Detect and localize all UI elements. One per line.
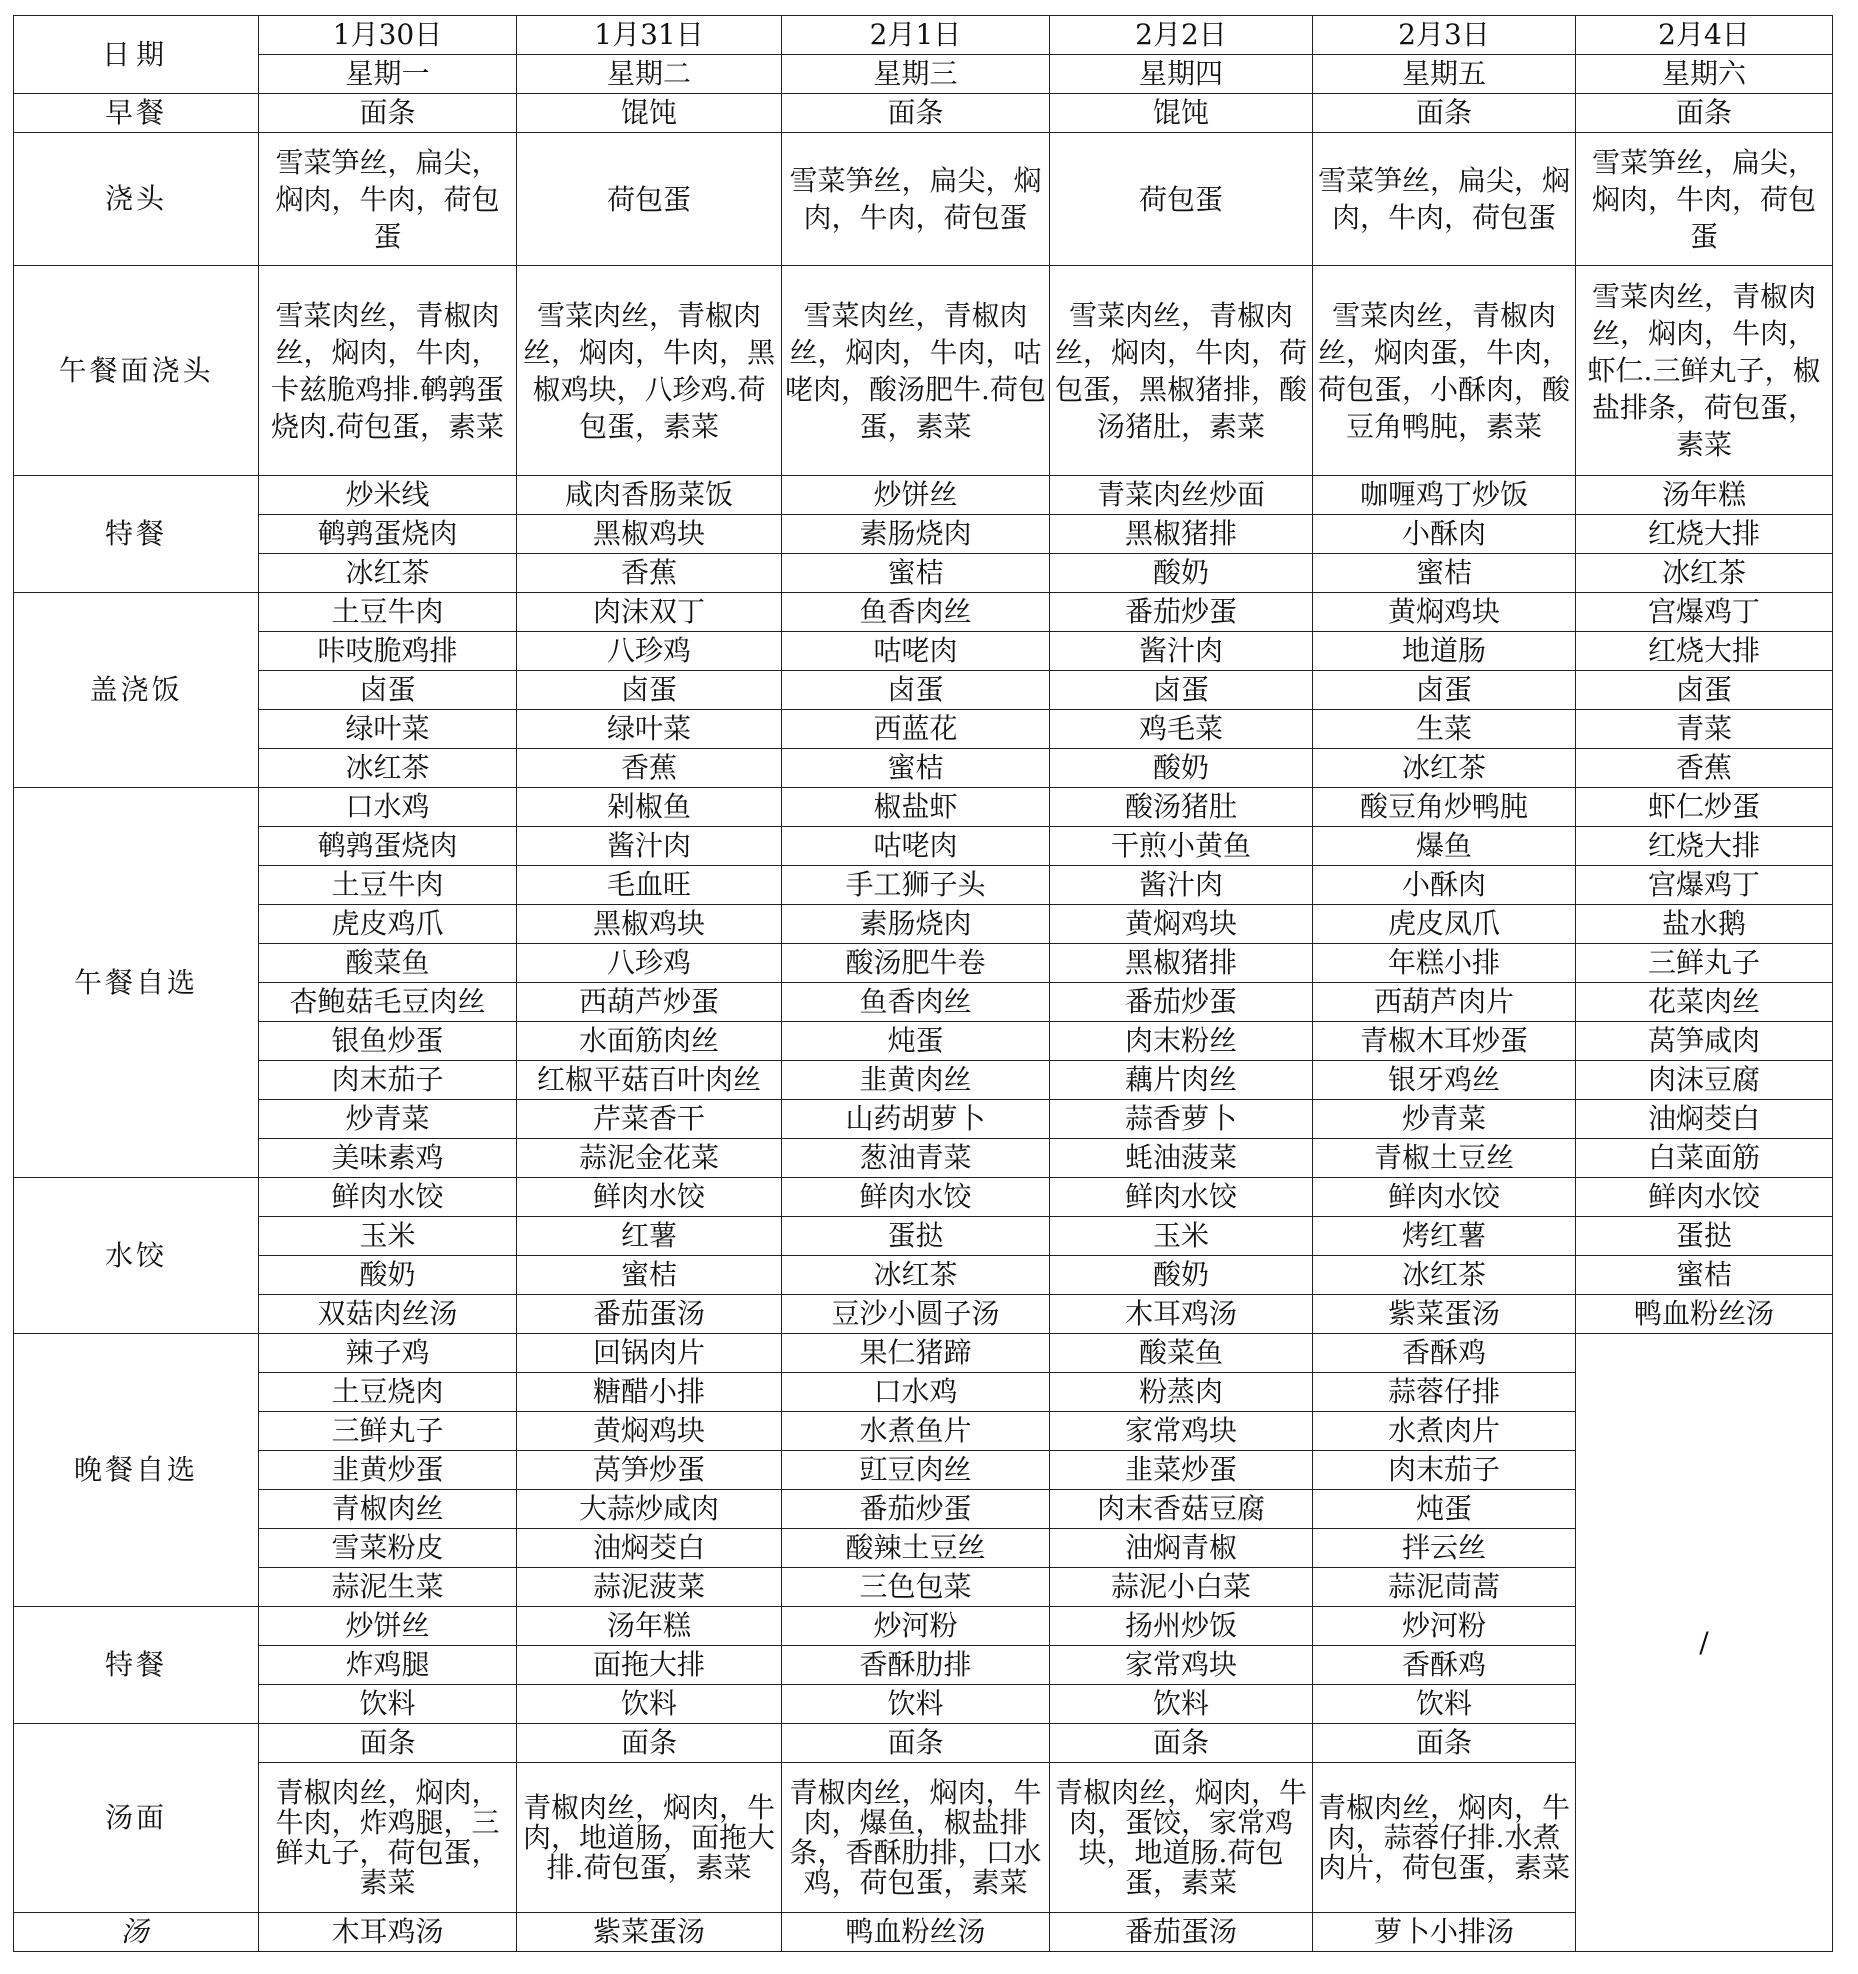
lunch-choice-cell: 黑椒猪排 — [1050, 944, 1313, 983]
rice-cell: 鱼香肉丝 — [782, 593, 1050, 632]
lunch-choice-cell: 年糕小排 — [1313, 944, 1576, 983]
rice-cell: 八珍鸡 — [517, 632, 782, 671]
date-header: 2月3日 — [1313, 16, 1576, 55]
table-row — [14, 944, 1833, 983]
table-row — [14, 1256, 1833, 1295]
noodle-soup-topping-cell: 青椒肉丝，焖肉，牛肉，爆鱼，椒盐排条，香酥肋排，口水鸡，荷包蛋，素菜 — [782, 1763, 1050, 1913]
dumplings-cell: 红薯 — [517, 1217, 782, 1256]
special-cell: 炒米线 — [259, 476, 517, 515]
rice-cell: 绿叶菜 — [517, 710, 782, 749]
dinner-choice-cell: 蒜泥茼蒿 — [1313, 1568, 1576, 1607]
dinner-choice-cell: 蒜蓉仔排 — [1313, 1373, 1576, 1412]
dinner-choice-cell: 口水鸡 — [782, 1373, 1050, 1412]
dumplings-cell: 双菇肉丝汤 — [259, 1295, 517, 1334]
lunch-choice-cell: 蒜泥金花菜 — [517, 1139, 782, 1178]
lunch-choice-cell: 土豆牛肉 — [259, 866, 517, 905]
lunch-noodle-cell: 雪菜肉丝，青椒肉丝，焖肉，牛肉，咕咾肉，酸汤肥牛.荷包蛋，素菜 — [782, 266, 1050, 476]
dumplings-cell: 鲜肉水饺 — [259, 1178, 517, 1217]
lunch-choice-cell: 宫爆鸡丁 — [1576, 866, 1833, 905]
dinner-choice-cell: 辣子鸡 — [259, 1334, 517, 1373]
dinner-special-cell: 饮料 — [1313, 1685, 1576, 1724]
dumplings-label: 水饺 — [14, 1178, 259, 1334]
lunch-choice-cell: 黑椒鸡块 — [517, 905, 782, 944]
special-cell: 青菜肉丝炒面 — [1050, 476, 1313, 515]
lunch-choice-cell: 素肠烧肉 — [782, 905, 1050, 944]
dinner-special-cell: 香酥鸡 — [1313, 1646, 1576, 1685]
table-row — [14, 671, 1833, 710]
table-row — [14, 1646, 1833, 1685]
lunch-choice-cell: 西葫芦炒蛋 — [517, 983, 782, 1022]
dinner-choice-cell: 回锅肉片 — [517, 1334, 782, 1373]
table-row — [14, 1334, 1833, 1373]
breakfast-cell: 馄饨 — [517, 94, 782, 133]
table-row — [14, 1061, 1833, 1100]
dinner-choice-cell: 蒜泥小白菜 — [1050, 1568, 1313, 1607]
rice-cell: 咔吱脆鸡排 — [259, 632, 517, 671]
table-row — [14, 1490, 1833, 1529]
rice-cell: 鸡毛菜 — [1050, 710, 1313, 749]
dumplings-cell: 鲜肉水饺 — [1050, 1178, 1313, 1217]
soup-cell: 鸭血粉丝汤 — [782, 1913, 1050, 1952]
table-row — [14, 1607, 1833, 1646]
table-row — [14, 1763, 1833, 1913]
noodle-soup-topping-cell: 青椒肉丝，焖肉，牛肉，蒜蓉仔排.水煮肉片，荷包蛋，素菜 — [1313, 1763, 1576, 1913]
dumplings-cell: 鲜肉水饺 — [1313, 1178, 1576, 1217]
table-row — [14, 1295, 1833, 1334]
noodle-soup-base-cell: 面条 — [259, 1724, 517, 1763]
weekly-menu-table — [13, 15, 1833, 1952]
noodle-soup-label: 汤面 — [14, 1724, 259, 1913]
rice-cell: 肉沫双丁 — [517, 593, 782, 632]
rice-cell: 绿叶菜 — [259, 710, 517, 749]
special-cell: 咸肉香肠菜饭 — [517, 476, 782, 515]
table-row — [14, 788, 1833, 827]
lunch-choice-cell: 青椒土豆丝 — [1313, 1139, 1576, 1178]
lunch-choice-cell: 剁椒鱼 — [517, 788, 782, 827]
rice-cell: 黄焖鸡块 — [1313, 593, 1576, 632]
lunch-choice-cell: 莴笋咸肉 — [1576, 1022, 1833, 1061]
date-header: 2月4日 — [1576, 16, 1833, 55]
rice-cell: 卤蛋 — [517, 671, 782, 710]
lunch-choice-cell: 酸菜鱼 — [259, 944, 517, 983]
table-row — [14, 1139, 1833, 1178]
date-header: 2月1日 — [782, 16, 1050, 55]
noodle-soup-topping-cell: 青椒肉丝，焖肉，牛肉，蛋饺，家常鸡块，地道肠.荷包蛋，素菜 — [1050, 1763, 1313, 1913]
breakfast-cell: 面条 — [1576, 94, 1833, 133]
dinner-choice-cell: 炖蛋 — [1313, 1490, 1576, 1529]
dumplings-cell: 蜜桔 — [1576, 1256, 1833, 1295]
dumplings-cell: 蜜桔 — [517, 1256, 782, 1295]
lunch-choice-cell: 手工狮子头 — [782, 866, 1050, 905]
dinner-choice-cell: 韭黄炒蛋 — [259, 1451, 517, 1490]
table-row — [14, 905, 1833, 944]
table-row — [14, 133, 1833, 266]
table-row — [14, 515, 1833, 554]
weekday-header: 星期一 — [259, 55, 517, 94]
table-row — [14, 1373, 1833, 1412]
breakfast-label: 早餐 — [14, 94, 259, 133]
lunch-choice-cell: 银鱼炒蛋 — [259, 1022, 517, 1061]
dinner-special-cell: 扬州炒饭 — [1050, 1607, 1313, 1646]
lunch-choice-cell: 酱汁肉 — [1050, 866, 1313, 905]
breakfast-cell: 面条 — [259, 94, 517, 133]
table-row — [14, 710, 1833, 749]
special-cell: 黑椒猪排 — [1050, 515, 1313, 554]
dinner-choice-cell: 粉蒸肉 — [1050, 1373, 1313, 1412]
lunch-choice-cell: 炒青菜 — [1313, 1100, 1576, 1139]
table-row — [14, 1529, 1833, 1568]
rice-cell: 卤蛋 — [782, 671, 1050, 710]
lunch-choice-cell: 干煎小黄鱼 — [1050, 827, 1313, 866]
lunch-choice-cell: 酸汤猪肚 — [1050, 788, 1313, 827]
dumplings-cell: 蛋挞 — [782, 1217, 1050, 1256]
dinner-choice-cell: 水煮肉片 — [1313, 1412, 1576, 1451]
dinner-choice-cell: 肉末茄子 — [1313, 1451, 1576, 1490]
breakfast-cell: 面条 — [782, 94, 1050, 133]
dinner-special-cell: 炸鸡腿 — [259, 1646, 517, 1685]
lunch-choice-cell: 爆鱼 — [1313, 827, 1576, 866]
table-row — [14, 554, 1833, 593]
dinner-choice-cell: 三色包菜 — [782, 1568, 1050, 1607]
dinner-choice-cell: 果仁猪蹄 — [782, 1334, 1050, 1373]
table-row — [14, 593, 1833, 632]
dinner-choice-cell: 肉末香菇豆腐 — [1050, 1490, 1313, 1529]
table-row — [14, 1568, 1833, 1607]
dinner-special-cell: 香酥肋排 — [782, 1646, 1050, 1685]
dumplings-cell: 豆沙小圆子汤 — [782, 1295, 1050, 1334]
lunch-choice-cell: 油焖茭白 — [1576, 1100, 1833, 1139]
date-header: 2月2日 — [1050, 16, 1313, 55]
dinner-special-cell: 饮料 — [259, 1685, 517, 1724]
topping-cell: 荷包蛋 — [517, 133, 782, 266]
rice-cell: 番茄炒蛋 — [1050, 593, 1313, 632]
lunch-choice-cell: 韭黄肉丝 — [782, 1061, 1050, 1100]
lunch-choice-cell: 杏鲍菇毛豆肉丝 — [259, 983, 517, 1022]
lunch-choice-cell: 盐水鹅 — [1576, 905, 1833, 944]
rice-cell: 冰红茶 — [259, 749, 517, 788]
special-cell: 蜜桔 — [782, 554, 1050, 593]
dumplings-cell: 酸奶 — [1050, 1256, 1313, 1295]
table-row — [14, 1913, 1833, 1952]
dinner-choice-cell: 雪菜粉皮 — [259, 1529, 517, 1568]
soup-cell: 紫菜蛋汤 — [517, 1913, 782, 1952]
topping-cell: 雪菜笋丝，扁尖，焖肉，牛肉，荷包蛋 — [1313, 133, 1576, 266]
table-row — [14, 1412, 1833, 1451]
noodle-soup-base-cell: 面条 — [1313, 1724, 1576, 1763]
dinner-choice-label: 晚餐自选 — [14, 1334, 259, 1607]
table-row — [14, 1022, 1833, 1061]
special-cell: 鹌鹑蛋烧肉 — [259, 515, 517, 554]
dinner-special-cell: 汤年糕 — [517, 1607, 782, 1646]
lunch-choice-cell: 芹菜香干 — [517, 1100, 782, 1139]
special-cell: 小酥肉 — [1313, 515, 1576, 554]
dinner-special-cell: 面拖大排 — [517, 1646, 782, 1685]
rice-label: 盖浇饭 — [14, 593, 259, 788]
lunch-choice-cell: 椒盐虾 — [782, 788, 1050, 827]
rice-cell: 香蕉 — [517, 749, 782, 788]
rice-cell: 咕咾肉 — [782, 632, 1050, 671]
dinner-choice-cell: 蒜泥菠菜 — [517, 1568, 782, 1607]
dumplings-cell: 玉米 — [1050, 1217, 1313, 1256]
date-header: 1月31日 — [517, 16, 782, 55]
lunch-choice-cell: 红椒平菇百叶肉丝 — [517, 1061, 782, 1100]
soup-cell: 萝卜小排汤 — [1313, 1913, 1576, 1952]
lunch-noodle-cell: 雪菜肉丝，青椒肉丝，焖肉，牛肉，虾仁.三鲜丸子，椒盐排条，荷包蛋，素菜 — [1576, 266, 1833, 476]
dumplings-cell: 鲜肉水饺 — [1576, 1178, 1833, 1217]
table-row — [14, 94, 1833, 133]
rice-cell: 卤蛋 — [1576, 671, 1833, 710]
breakfast-cell: 馄饨 — [1050, 94, 1313, 133]
weekday-header: 星期二 — [517, 55, 782, 94]
special-cell: 素肠烧肉 — [782, 515, 1050, 554]
lunch-choice-label: 午餐自选 — [14, 788, 259, 1178]
dinner-choice-cell: 青椒肉丝 — [259, 1490, 517, 1529]
special-cell: 冰红茶 — [259, 554, 517, 593]
dinner-choice-cell: 酸菜鱼 — [1050, 1334, 1313, 1373]
dinner-choice-cell: 水煮鱼片 — [782, 1412, 1050, 1451]
lunch-choice-cell: 虎皮凤爪 — [1313, 905, 1576, 944]
special-cell: 黑椒鸡块 — [517, 515, 782, 554]
table-row — [14, 1100, 1833, 1139]
dumplings-cell: 鲜肉水饺 — [782, 1178, 1050, 1217]
dinner-choice-cell: 豇豆肉丝 — [782, 1451, 1050, 1490]
lunch-choice-cell: 炖蛋 — [782, 1022, 1050, 1061]
weekday-header: 星期四 — [1050, 55, 1313, 94]
dinner-choice-cell: 番茄炒蛋 — [782, 1490, 1050, 1529]
rice-cell: 青菜 — [1576, 710, 1833, 749]
lunch-choice-cell: 口水鸡 — [259, 788, 517, 827]
table-row — [14, 1451, 1833, 1490]
weekday-header: 星期六 — [1576, 55, 1833, 94]
table-row — [14, 866, 1833, 905]
special-cell: 咖喱鸡丁炒饭 — [1313, 476, 1576, 515]
table-row — [14, 476, 1833, 515]
lunch-choice-cell: 咕咾肉 — [782, 827, 1050, 866]
lunch-noodle-cell: 雪菜肉丝，青椒肉丝，焖肉，牛肉，荷包蛋，黑椒猪排，酸汤猪肚，素菜 — [1050, 266, 1313, 476]
rice-cell: 酱汁肉 — [1050, 632, 1313, 671]
table-row — [14, 16, 1833, 55]
lunch-choice-cell: 西葫芦肉片 — [1313, 983, 1576, 1022]
dinner-choice-cell: 蒜泥生菜 — [259, 1568, 517, 1607]
special-cell: 蜜桔 — [1313, 554, 1576, 593]
lunch-noodle-cell: 雪菜肉丝，青椒肉丝，焖肉，牛肉，黑椒鸡块，八珍鸡.荷包蛋，素菜 — [517, 266, 782, 476]
special-cell: 炒饼丝 — [782, 476, 1050, 515]
breakfast-cell: 面条 — [1313, 94, 1576, 133]
lunch-choice-cell: 虎皮鸡爪 — [259, 905, 517, 944]
lunch-choice-cell: 银牙鸡丝 — [1313, 1061, 1576, 1100]
rice-cell: 西蓝花 — [782, 710, 1050, 749]
dinner-choice-cell: 黄焖鸡块 — [517, 1412, 782, 1451]
dumplings-cell: 冰红茶 — [782, 1256, 1050, 1295]
dumplings-cell: 番茄蛋汤 — [517, 1295, 782, 1334]
rice-cell: 卤蛋 — [259, 671, 517, 710]
topping-label: 浇头 — [14, 133, 259, 266]
dumplings-cell: 烤红薯 — [1313, 1217, 1576, 1256]
lunch-choice-cell: 鱼香肉丝 — [782, 983, 1050, 1022]
dumplings-cell: 酸奶 — [259, 1256, 517, 1295]
dinner-choice-cell: 油焖青椒 — [1050, 1529, 1313, 1568]
lunch-choice-cell: 美味素鸡 — [259, 1139, 517, 1178]
noodle-soup-topping-cell: 青椒肉丝，焖肉，牛肉，炸鸡腿，三鲜丸子，荷包蛋，素菜 — [259, 1763, 517, 1913]
dumplings-cell: 蛋挞 — [1576, 1217, 1833, 1256]
dinner-special-cell: 炒河粉 — [782, 1607, 1050, 1646]
dumplings-cell: 鸭血粉丝汤 — [1576, 1295, 1833, 1334]
special-cell: 酸奶 — [1050, 554, 1313, 593]
dinner-special-cell: 饮料 — [517, 1685, 782, 1724]
lunch-noodle-label: 午餐面浇头 — [14, 266, 259, 476]
rice-cell: 冰红茶 — [1313, 749, 1576, 788]
special-cell: 汤年糕 — [1576, 476, 1833, 515]
dinner-choice-cell: 韭菜炒蛋 — [1050, 1451, 1313, 1490]
topping-cell: 雪菜笋丝，扁尖，焖肉，牛肉，荷包蛋 — [259, 133, 517, 266]
rice-cell: 地道肠 — [1313, 632, 1576, 671]
table-row — [14, 1217, 1833, 1256]
rice-cell: 生菜 — [1313, 710, 1576, 749]
dinner-special-cell: 炒饼丝 — [259, 1607, 517, 1646]
rice-cell: 土豆牛肉 — [259, 593, 517, 632]
rice-cell: 酸奶 — [1050, 749, 1313, 788]
lunch-choice-cell: 酸豆角炒鸭肫 — [1313, 788, 1576, 827]
lunch-choice-cell: 肉沫豆腐 — [1576, 1061, 1833, 1100]
dinner-special-label: 特餐 — [14, 1607, 259, 1724]
dinner-special-cell: 炒河粉 — [1313, 1607, 1576, 1646]
dinner-choice-cell: 糖醋小排 — [517, 1373, 782, 1412]
topping-cell: 荷包蛋 — [1050, 133, 1313, 266]
rice-cell: 宫爆鸡丁 — [1576, 593, 1833, 632]
rice-cell: 卤蛋 — [1050, 671, 1313, 710]
dinner-choice-cell: 三鲜丸子 — [259, 1412, 517, 1451]
lunch-choice-cell: 黄焖鸡块 — [1050, 905, 1313, 944]
special-cell: 香蕉 — [517, 554, 782, 593]
lunch-choice-cell: 蚝油菠菜 — [1050, 1139, 1313, 1178]
lunch-choice-cell: 酱汁肉 — [517, 827, 782, 866]
lunch-choice-cell: 山药胡萝卜 — [782, 1100, 1050, 1139]
special-cell: 冰红茶 — [1576, 554, 1833, 593]
table-row — [14, 827, 1833, 866]
lunch-choice-cell: 虾仁炒蛋 — [1576, 788, 1833, 827]
dumplings-cell: 木耳鸡汤 — [1050, 1295, 1313, 1334]
topping-cell: 雪菜笋丝，扁尖，焖肉，牛肉，荷包蛋 — [1576, 133, 1833, 266]
lunch-noodle-cell: 雪菜肉丝，青椒肉丝，焖肉蛋，牛肉，荷包蛋，小酥肉，酸豆角鸭肫，素菜 — [1313, 266, 1576, 476]
weekday-header: 星期三 — [782, 55, 1050, 94]
dinner-choice-cell: 油焖茭白 — [517, 1529, 782, 1568]
dinner-choice-cell: 酸辣土豆丝 — [782, 1529, 1050, 1568]
lunch-choice-cell: 蒜香萝卜 — [1050, 1100, 1313, 1139]
table-row — [14, 266, 1833, 476]
table-row — [14, 1178, 1833, 1217]
lunch-choice-cell: 番茄炒蛋 — [1050, 983, 1313, 1022]
table-row — [14, 749, 1833, 788]
lunch-noodle-cell: 雪菜肉丝，青椒肉丝，焖肉，牛肉，卡兹脆鸡排.鹌鹑蛋烧肉.荷包蛋，素菜 — [259, 266, 517, 476]
rice-cell: 红烧大排 — [1576, 632, 1833, 671]
soup-cell: 木耳鸡汤 — [259, 1913, 517, 1952]
lunch-choice-cell: 炒青菜 — [259, 1100, 517, 1139]
dinner-special-cell: 饮料 — [782, 1685, 1050, 1724]
saturday-not-available: / — [1576, 1334, 1833, 1952]
dinner-choice-cell: 香酥鸡 — [1313, 1334, 1576, 1373]
dinner-choice-cell: 土豆烧肉 — [259, 1373, 517, 1412]
lunch-choice-cell: 葱油青菜 — [782, 1139, 1050, 1178]
lunch-choice-cell: 红烧大排 — [1576, 827, 1833, 866]
table-row — [14, 1685, 1833, 1724]
soup-cell: 番茄蛋汤 — [1050, 1913, 1313, 1952]
dinner-special-cell: 饮料 — [1050, 1685, 1313, 1724]
lunch-choice-cell: 水面筋肉丝 — [517, 1022, 782, 1061]
lunch-choice-cell: 白菜面筋 — [1576, 1139, 1833, 1178]
noodle-soup-base-cell: 面条 — [1050, 1724, 1313, 1763]
lunch-choice-cell: 藕片肉丝 — [1050, 1061, 1313, 1100]
special-cell: 红烧大排 — [1576, 515, 1833, 554]
lunch-choice-cell: 小酥肉 — [1313, 866, 1576, 905]
dinner-choice-cell: 拌云丝 — [1313, 1529, 1576, 1568]
dumplings-cell: 紫菜蛋汤 — [1313, 1295, 1576, 1334]
lunch-choice-cell: 青椒木耳炒蛋 — [1313, 1022, 1576, 1061]
topping-cell: 雪菜笋丝，扁尖，焖肉，牛肉，荷包蛋 — [782, 133, 1050, 266]
lunch-choice-cell: 八珍鸡 — [517, 944, 782, 983]
lunch-choice-cell: 三鲜丸子 — [1576, 944, 1833, 983]
rice-cell: 卤蛋 — [1313, 671, 1576, 710]
table-row — [14, 55, 1833, 94]
lunch-choice-cell: 毛血旺 — [517, 866, 782, 905]
lunch-choice-cell: 肉末粉丝 — [1050, 1022, 1313, 1061]
lunch-choice-cell: 鹌鹑蛋烧肉 — [259, 827, 517, 866]
dinner-choice-cell: 家常鸡块 — [1050, 1412, 1313, 1451]
lunch-choice-cell: 肉末茄子 — [259, 1061, 517, 1100]
rice-cell: 蜜桔 — [782, 749, 1050, 788]
dumplings-cell: 玉米 — [259, 1217, 517, 1256]
dinner-choice-cell: 大蒜炒咸肉 — [517, 1490, 782, 1529]
dumplings-cell: 鲜肉水饺 — [517, 1178, 782, 1217]
noodle-soup-base-cell: 面条 — [517, 1724, 782, 1763]
date-label: 日期 — [14, 16, 259, 94]
table-row — [14, 1724, 1833, 1763]
dinner-special-cell: 家常鸡块 — [1050, 1646, 1313, 1685]
table-row — [14, 983, 1833, 1022]
date-header: 1月30日 — [259, 16, 517, 55]
soup-label: 汤 — [14, 1913, 259, 1952]
lunch-choice-cell: 花菜肉丝 — [1576, 983, 1833, 1022]
table-row — [14, 632, 1833, 671]
weekday-header: 星期五 — [1313, 55, 1576, 94]
noodle-soup-base-cell: 面条 — [782, 1724, 1050, 1763]
rice-cell: 香蕉 — [1576, 749, 1833, 788]
noodle-soup-topping-cell: 青椒肉丝，焖肉，牛肉，地道肠，面拖大排.荷包蛋，素菜 — [517, 1763, 782, 1913]
dinner-choice-cell: 莴笋炒蛋 — [517, 1451, 782, 1490]
dumplings-cell: 冰红茶 — [1313, 1256, 1576, 1295]
special-label: 特餐 — [14, 476, 259, 593]
lunch-choice-cell: 酸汤肥牛卷 — [782, 944, 1050, 983]
